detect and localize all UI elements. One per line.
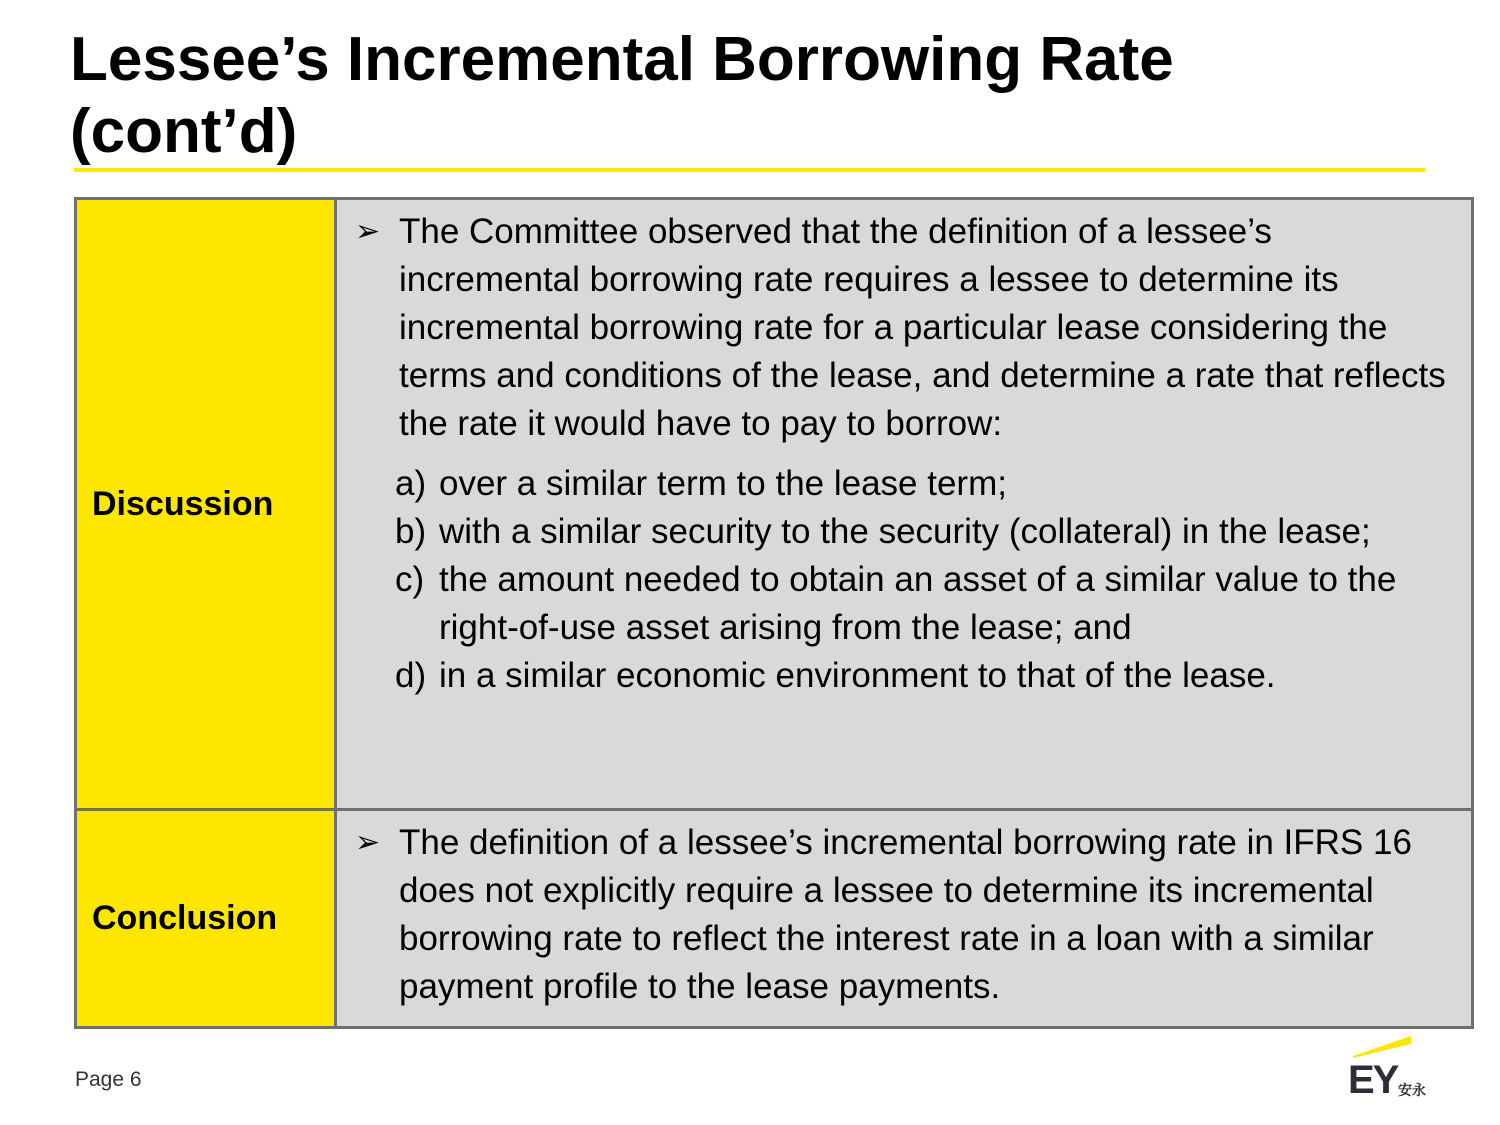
list-item-marker: b) <box>395 512 427 551</box>
discussion-label: Discussion <box>92 484 274 523</box>
list-item-text: the amount needed to obtain an asset of a similar value to the right-of-use asset arising from the lease; and <box>439 560 1397 647</box>
list-item-marker: a) <box>395 464 427 503</box>
list-item-marker: c) <box>395 560 425 599</box>
content-table <box>74 197 1474 1029</box>
conclusion-bullet-text: The definition of a lessee’s incremental borrowing rate in IFRS 16 does not explicitly require a lessee to determine its incremental borrowing rate to reflect the interest rate in a loan with a similar payment profile to the lease payments. <box>399 823 1412 1006</box>
discussion-sub-list <box>355 460 1457 700</box>
arrowhead-bullet-icon: ➢ <box>355 215 381 248</box>
discussion-content-cell <box>337 200 1471 811</box>
list-item-text: in a similar economic environment to that of the lease. <box>439 656 1276 695</box>
arrowhead-bullet-icon: ➢ <box>355 826 381 859</box>
conclusion-content-cell <box>337 811 1471 1026</box>
list-item <box>395 556 1457 652</box>
ey-logo-text: EY <box>1348 1058 1398 1102</box>
conclusion-label-cell <box>77 811 337 1026</box>
discussion-bullet <box>355 208 1457 448</box>
list-item-text: with a similar security to the security (collateral) in the lease; <box>439 512 1371 551</box>
conclusion-label: Conclusion <box>92 899 278 937</box>
conclusion-bullet <box>355 819 1457 1011</box>
ey-logo-subtext: 安永 <box>1398 1082 1426 1098</box>
list-item-text: over a similar term to the lease term; <box>439 464 1007 503</box>
list-item <box>395 652 1457 700</box>
list-item <box>395 508 1457 556</box>
discussion-bullet-text: The Committee observed that the definition of a lessee’s incremental borrowing rate requires a lessee to determine its incremental borrowing rate for a particular lease considering the terms and conditions of the lease, and determine a rate that reflects the rate it would have to pay to borrow: <box>399 212 1446 443</box>
slide-title: Lessee’s Incremental Borrowing Rate (cont’d) <box>70 25 1174 166</box>
title-underline <box>74 168 1425 172</box>
discussion-label-cell <box>77 200 337 811</box>
list-item-marker: d) <box>395 656 427 695</box>
page-number: Page 6 <box>75 1068 142 1091</box>
list-item <box>395 460 1457 508</box>
